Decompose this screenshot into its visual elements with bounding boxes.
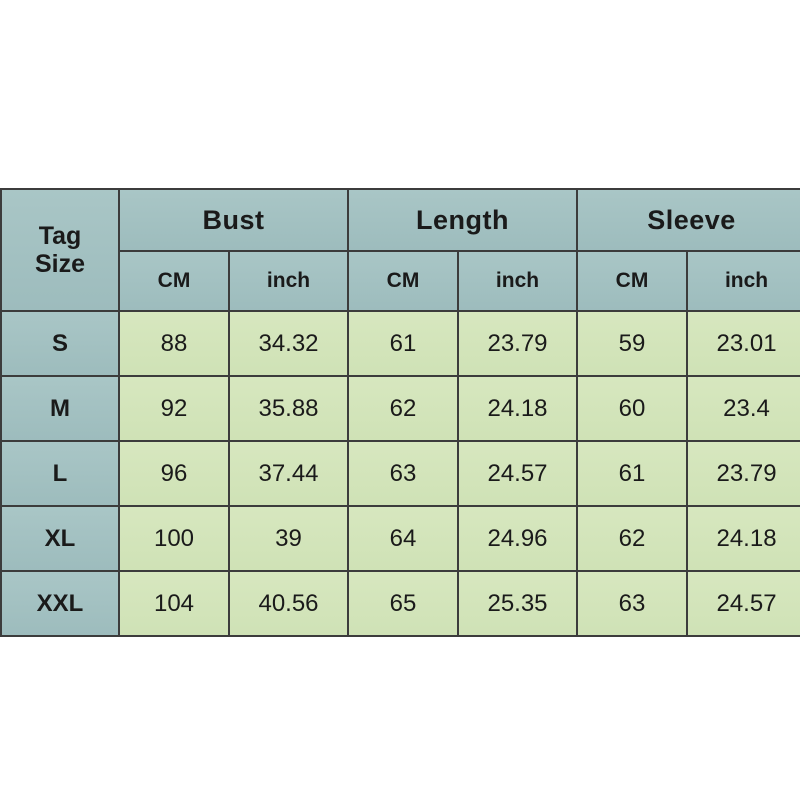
row-size-m: M [1, 376, 119, 441]
size-chart-container [0, 188, 800, 637]
cell-l-sleeve-cm: 61 [577, 441, 687, 506]
cell-l-sleeve-inch: 23.79 [687, 441, 800, 506]
table-row [1, 571, 800, 636]
cell-m-bust-cm: 92 [119, 376, 229, 441]
cell-m-sleeve-cm: 60 [577, 376, 687, 441]
tag-size-line1: Tag [38, 222, 82, 250]
cell-xl-sleeve-inch: 24.18 [687, 506, 800, 571]
table-row [1, 506, 800, 571]
table-row [1, 376, 800, 441]
table-head [1, 189, 800, 311]
header-row-units [1, 251, 800, 311]
header-group-sleeve: Sleeve [577, 189, 800, 251]
row-size-xl: XL [1, 506, 119, 571]
tag-size-line2: Size [34, 250, 86, 278]
header-unit-length-cm: CM [348, 251, 458, 311]
cell-xl-bust-inch: 39 [229, 506, 348, 571]
cell-s-bust-cm: 88 [119, 311, 229, 376]
cell-xxl-length-inch: 25.35 [458, 571, 577, 636]
header-row-groups [1, 189, 800, 251]
header-tag-size [1, 189, 119, 311]
cell-s-sleeve-cm: 59 [577, 311, 687, 376]
cell-xl-sleeve-cm: 62 [577, 506, 687, 571]
row-size-xxl: XXL [1, 571, 119, 636]
cell-s-bust-inch: 34.32 [229, 311, 348, 376]
cell-l-length-cm: 63 [348, 441, 458, 506]
header-unit-length-inch: inch [458, 251, 577, 311]
table-body [1, 311, 800, 636]
cell-l-bust-inch: 37.44 [229, 441, 348, 506]
cell-xl-bust-cm: 100 [119, 506, 229, 571]
cell-xxl-bust-cm: 104 [119, 571, 229, 636]
header-group-bust: Bust [119, 189, 348, 251]
header-unit-bust-inch: inch [229, 251, 348, 311]
cell-xl-length-inch: 24.96 [458, 506, 577, 571]
cell-xxl-length-cm: 65 [348, 571, 458, 636]
cell-s-length-cm: 61 [348, 311, 458, 376]
size-chart-table [0, 188, 800, 637]
cell-xxl-bust-inch: 40.56 [229, 571, 348, 636]
header-unit-bust-cm: CM [119, 251, 229, 311]
cell-xl-length-cm: 64 [348, 506, 458, 571]
cell-s-length-inch: 23.79 [458, 311, 577, 376]
cell-xxl-sleeve-cm: 63 [577, 571, 687, 636]
row-size-l: L [1, 441, 119, 506]
header-unit-sleeve-cm: CM [577, 251, 687, 311]
table-row [1, 441, 800, 506]
cell-m-bust-inch: 35.88 [229, 376, 348, 441]
table-row [1, 311, 800, 376]
cell-l-length-inch: 24.57 [458, 441, 577, 506]
cell-s-sleeve-inch: 23.01 [687, 311, 800, 376]
cell-xxl-sleeve-inch: 24.57 [687, 571, 800, 636]
cell-m-length-inch: 24.18 [458, 376, 577, 441]
cell-m-sleeve-inch: 23.4 [687, 376, 800, 441]
row-size-s: S [1, 311, 119, 376]
cell-m-length-cm: 62 [348, 376, 458, 441]
header-unit-sleeve-inch: inch [687, 251, 800, 311]
cell-l-bust-cm: 96 [119, 441, 229, 506]
header-group-length: Length [348, 189, 577, 251]
